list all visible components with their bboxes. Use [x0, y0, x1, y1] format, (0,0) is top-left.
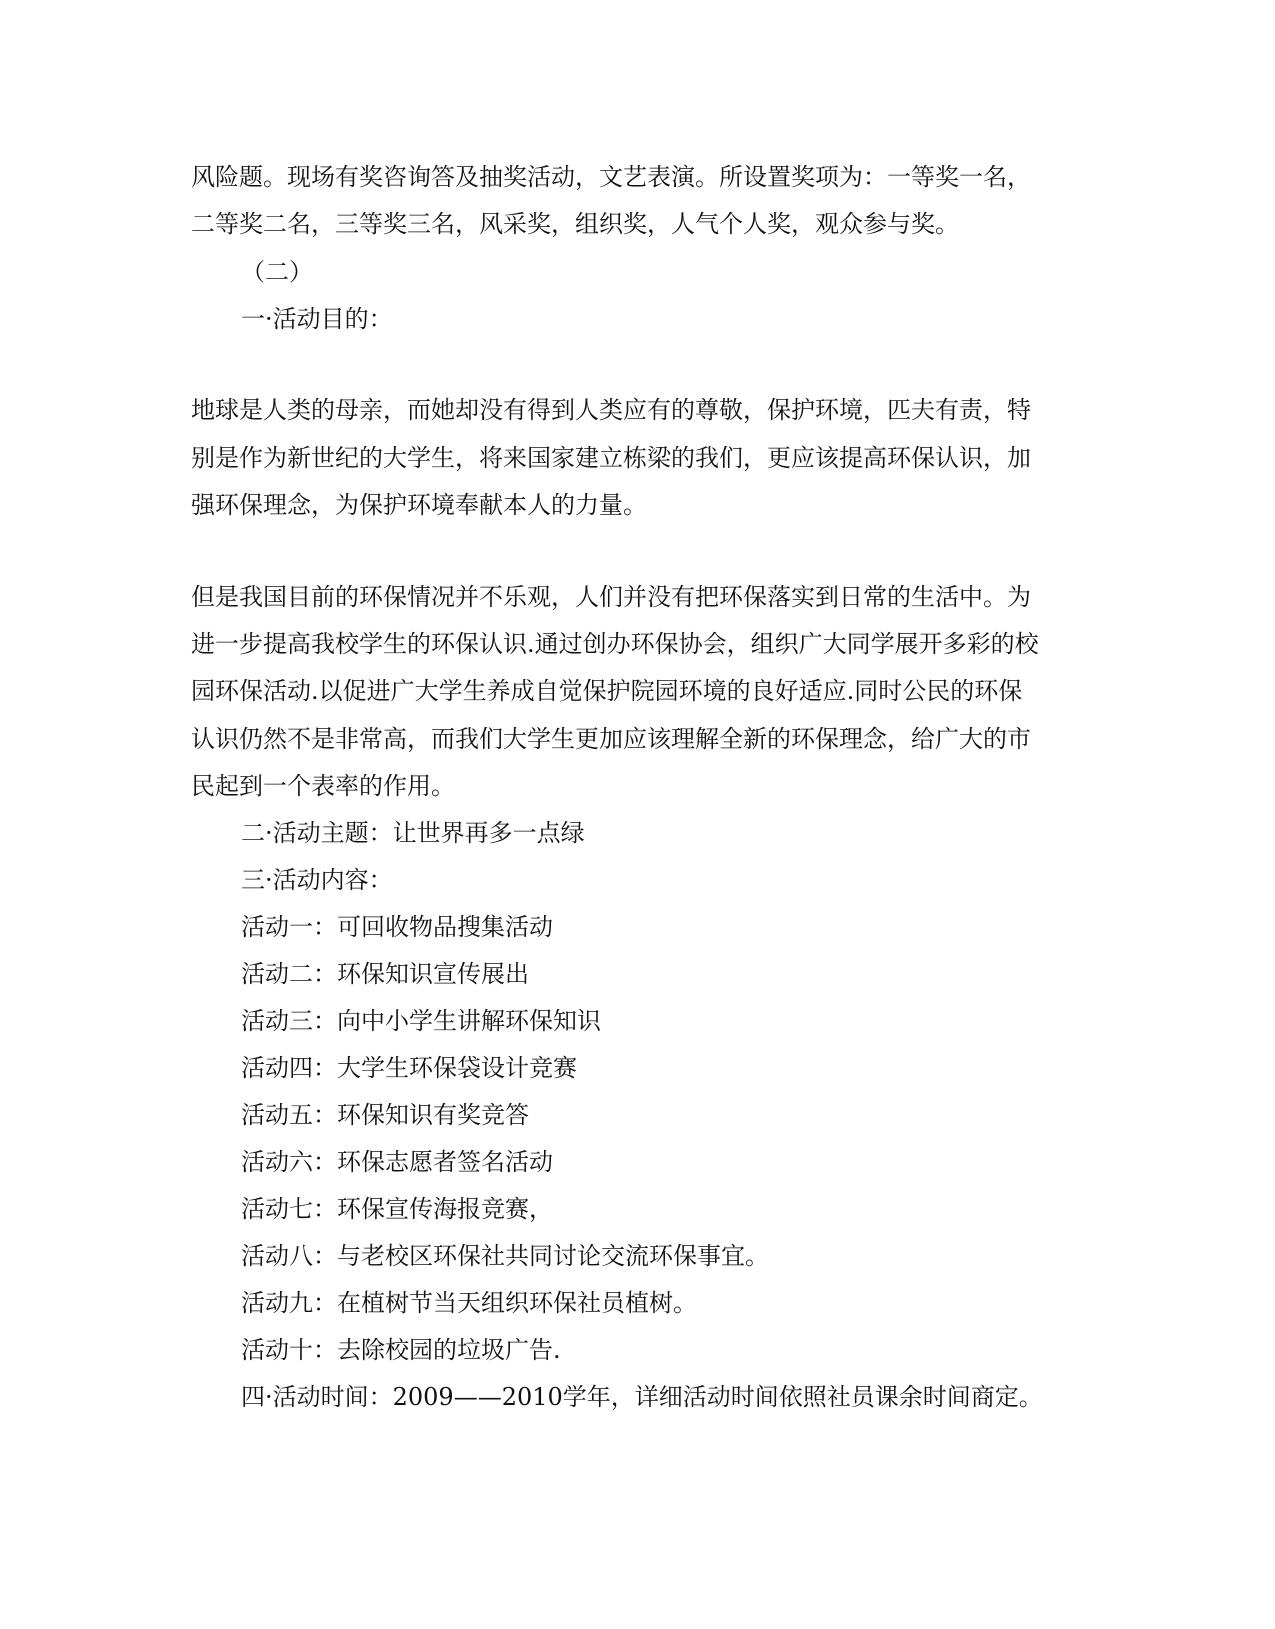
section-heading: 二·活动主题：让世界再多一点绿: [241, 819, 585, 847]
section-heading: 四·活动时间：2009——2010学年，详细活动时间依照社员课余时间商定。: [241, 1383, 1043, 1411]
text-line: 民起到一个表率的作用。: [191, 772, 455, 800]
activity-item: 活动十：去除校园的垃圾广告.: [241, 1336, 561, 1364]
activity-item: 活动五：环保知识有奖竞答: [241, 1101, 529, 1129]
text-line: 但是我国目前的环保情况并不乐观，人们并没有把环保落实到日常的生活中。为: [191, 583, 1031, 611]
text-line: 认识仍然不是非常高，而我们大学生更加应该理解全新的环保理念，给广大的市: [191, 725, 1031, 753]
activity-item: 活动一：可回收物品搜集活动: [241, 913, 553, 941]
text-line: 风险题。现场有奖咨询答及抽奖活动，文艺表演。所设置奖项为：一等奖一名，: [191, 163, 1031, 191]
activity-item: 活动三：向中小学生讲解环保知识: [241, 1007, 601, 1035]
activity-item: 活动四：大学生环保袋设计竞赛: [241, 1054, 577, 1082]
text-line: 强环保理念，为保护环境奉献本人的力量。: [191, 491, 647, 519]
activity-item: 活动二：环保知识宣传展出: [241, 960, 529, 988]
text-line: 园环保活动.以促进广大学生养成自觉保护院园环境的良好适应.同时公民的环保: [191, 677, 1023, 705]
text-line: 地球是人类的母亲，而她却没有得到人类应有的尊敬，保护环境，匹夫有责，特: [191, 396, 1031, 424]
activity-item: 活动九：在植树节当天组织环保社员植树。: [241, 1289, 697, 1317]
section-heading: 三·活动内容：: [241, 866, 393, 894]
activity-item: 活动八：与老校区环保社共同讨论交流环保事宜。: [241, 1242, 769, 1270]
section-heading: 一·活动目的：: [241, 305, 393, 333]
text-line: 二等奖二名，三等奖三名，风采奖，组织奖，人气个人奖，观众参与奖。: [191, 210, 959, 238]
text-line: 别是作为新世纪的大学生，将来国家建立栋梁的我们，更应该提高环保认识，加: [191, 444, 1031, 472]
activity-item: 活动六：环保志愿者签名活动: [241, 1148, 553, 1176]
text-line: 进一步提高我校学生的环保认识.通过创办环保协会，组织广大同学展开多彩的校: [191, 630, 1039, 658]
section-number: （二）: [241, 258, 313, 286]
activity-item: 活动七：环保宣传海报竞赛，: [241, 1195, 553, 1223]
